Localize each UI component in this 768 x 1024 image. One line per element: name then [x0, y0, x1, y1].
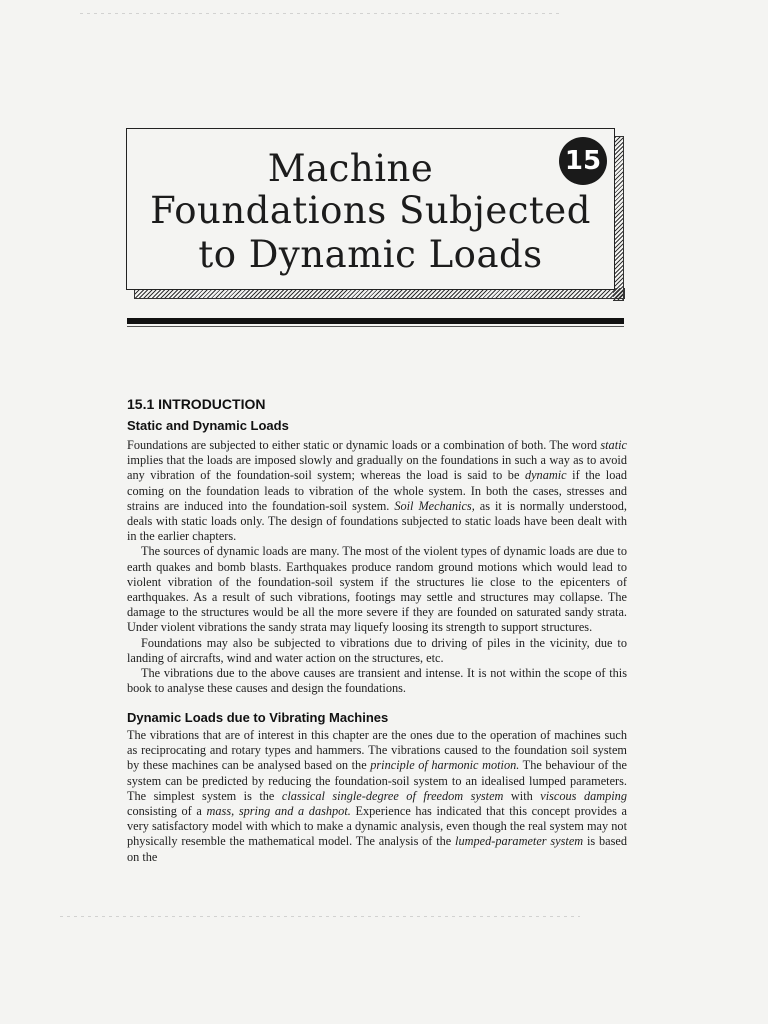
title-rule-thin [127, 326, 624, 327]
scan-artifact-top [80, 13, 560, 14]
chapter-title-line-2: Foundations Subjected [150, 189, 591, 232]
paragraph-4: The vibrations due to the above causes are transient and intense. It is not within the scope of this book to analyse these causes and design the foundations. [127, 666, 627, 696]
paragraph-1: Foundations are subjected to either static or dynamic loads or a combination of both. The word static implies that the loads are imposed slowly and gradually on the foundations in such a way as to avoid any vibration of the foundation-soil system; whereas the load is said to be dynamic if the load coming on the foundation leads to vibration of the whole system. In both the cases, stresses and strains are induced into the foundation-soil system. Soil Mechanics, as it is normally understood, deals with static loads only. The design of foundations subjected to static loads have been dealt with in the earlier chapters. [127, 438, 628, 544]
subheading-vibrating-machines: Dynamic Loads due to Vibrating Machines [127, 710, 389, 725]
paragraph-3: Foundations may also be subjected to vibrations due to driving of piles in the vicinity, due to landing of aircrafts, wind and water action on the structures, etc. [127, 635, 627, 665]
paragraph-2: The sources of dynamic loads are many. The most of the violent types of dynamic loads are due to earth quakes and bomb blasts. Earthquakes produce random ground motions which would lead to violent vibration of the foundation-soil system if the structures lie close to the epicenters of earthquakes. As a result of such vibrations, footings may settle and structures may collapse. The damage to the structures would be all the more severe if they are founded on saturated sandy strata. Under violent vibrations the sandy strata may liquefy loosing its strength to support structures. [127, 544, 627, 635]
title-rule-thick [127, 318, 624, 324]
chapter-title-box [126, 128, 615, 290]
body-block-2 [127, 728, 627, 865]
chapter-number-badge: 15 [559, 137, 607, 185]
chapter-title-line-3: to Dynamic Loads [198, 233, 543, 276]
paragraph-5: The vibrations that are of interest in this chapter are the ones due to the operation of machines such as reciprocating and rotary types and hammers. The vibrations caused to the foundation soil system by these machines can be analysed based on the principle of harmonic motion. The behaviour of the system can be predicted by reducing the foundation-soil system to an idealised lumped parameters. The simplest system is the classical single-degree of freedom system with viscous damping consisting of a mass, spring and a dashpot. Experience has indicated that this concept provides a very satisfactory model with which to make a dynamic analysis, even though the real system may not physically resemble the mathematical model. The analysis of the lumped-parameter system is based on the [127, 728, 627, 864]
body-block-1 [127, 438, 627, 696]
subheading-static-dynamic: Static and Dynamic Loads [127, 418, 289, 433]
chapter-title-line-1: Machine [267, 147, 434, 190]
section-heading: 15.1 INTRODUCTION [127, 396, 266, 412]
scan-artifact-bottom [60, 916, 580, 917]
